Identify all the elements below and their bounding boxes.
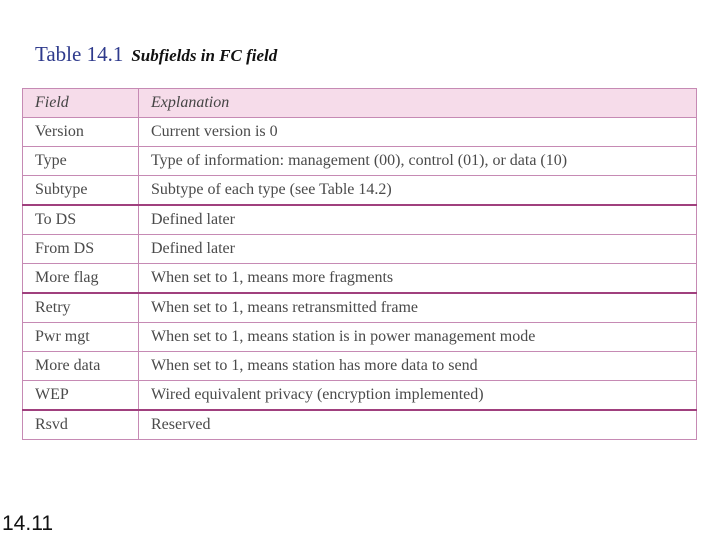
table-row	[23, 235, 697, 264]
table-row	[23, 264, 697, 294]
table-title: Subfields in FC field	[131, 46, 278, 65]
table-header-row	[23, 89, 697, 118]
field-cell: To DS	[23, 205, 139, 235]
slide-number: 14.11	[2, 512, 53, 535]
field-cell: Subtype	[23, 176, 139, 206]
explanation-cell: Defined later	[139, 235, 697, 264]
header-explanation: Explanation	[139, 89, 697, 118]
field-cell: Pwr mgt	[23, 323, 139, 352]
field-cell: Rsvd	[23, 410, 139, 440]
table-row	[23, 176, 697, 206]
explanation-cell: When set to 1, means more fragments	[139, 264, 697, 294]
explanation-cell: Wired equivalent privacy (encryption implemented)	[139, 381, 697, 411]
explanation-cell: Subtype of each type (see Table 14.2)	[139, 176, 697, 206]
table-row	[23, 118, 697, 147]
field-cell: Version	[23, 118, 139, 147]
table-row	[23, 323, 697, 352]
table-row	[23, 147, 697, 176]
field-cell: Retry	[23, 293, 139, 323]
table-number: Table 14.1	[35, 42, 124, 66]
field-cell: WEP	[23, 381, 139, 411]
field-cell: Type	[23, 147, 139, 176]
field-cell: More flag	[23, 264, 139, 294]
table-row	[23, 352, 697, 381]
table-row	[23, 381, 697, 411]
explanation-cell: Current version is 0	[139, 118, 697, 147]
fc-subfields-table	[22, 88, 697, 440]
field-cell: More data	[23, 352, 139, 381]
explanation-cell: Reserved	[139, 410, 697, 440]
explanation-cell: When set to 1, means retransmitted frame	[139, 293, 697, 323]
table-row	[23, 293, 697, 323]
explanation-cell: Type of information: management (00), control (01), or data (10)	[139, 147, 697, 176]
explanation-cell: When set to 1, means station has more data to send	[139, 352, 697, 381]
table-row	[23, 205, 697, 235]
field-cell: From DS	[23, 235, 139, 264]
table-caption	[35, 42, 277, 67]
header-field: Field	[23, 89, 139, 118]
explanation-cell: Defined later	[139, 205, 697, 235]
explanation-cell: When set to 1, means station is in power management mode	[139, 323, 697, 352]
table-row	[23, 410, 697, 440]
